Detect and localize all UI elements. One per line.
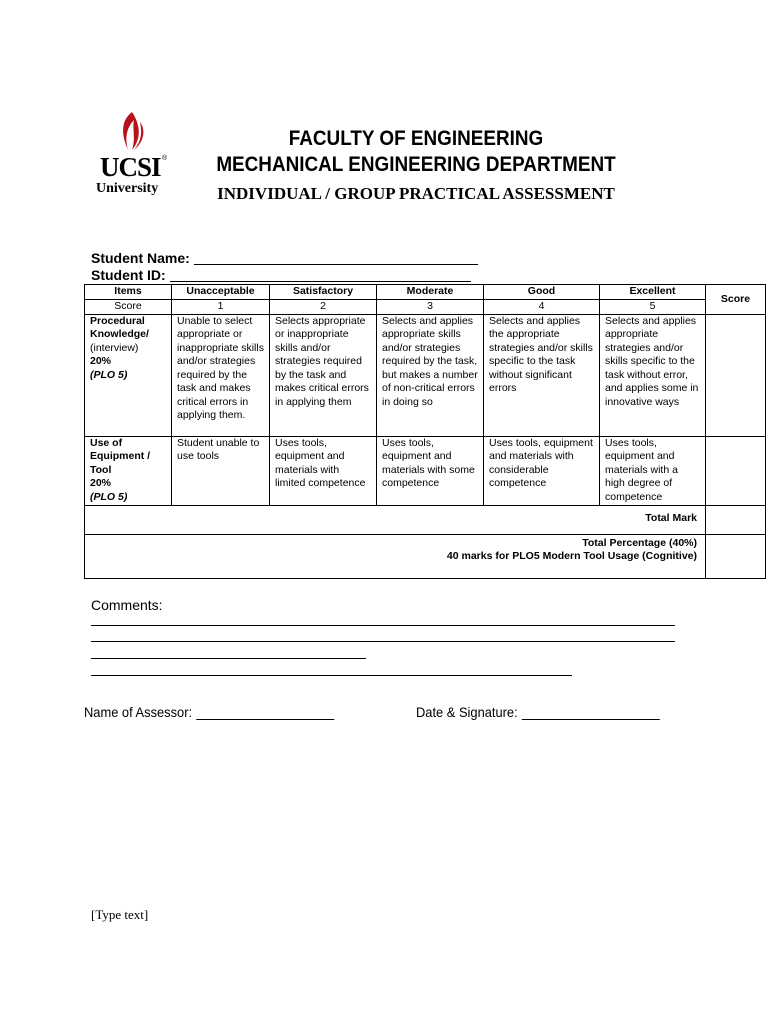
student-id-line[interactable]: [170, 269, 471, 282]
col-satisfactory: Satisfactory: [270, 285, 377, 300]
col-score: Score: [706, 285, 766, 315]
total-percentage-row: [85, 534, 766, 578]
level-moderate: Selects and applies appropriate skills and/or strategies required by the task, but makes a number of non-critical errors in doing so: [377, 314, 484, 436]
level-satisfactory: Uses tools, equipment and materials with limited competence: [270, 436, 377, 505]
total-mark-label: Total Mark: [85, 505, 706, 534]
level-moderate: Uses tools, equipment and materials with some competence: [377, 436, 484, 505]
score-1: 1: [172, 300, 270, 315]
ucsi-logo: [94, 110, 174, 200]
item-plo: (PLO 5): [90, 368, 128, 381]
level-unacceptable: Student unable to use tools: [172, 436, 270, 505]
score-3: 3: [377, 300, 484, 315]
item-weight: 20%: [90, 355, 112, 367]
comments-label: Comments:: [91, 597, 163, 613]
comment-line[interactable]: [91, 625, 675, 626]
logo-registered-mark: ®: [162, 155, 168, 162]
level-good: Selects and applies the appropriate strategies and/or skills specific to the task without significant errors: [484, 314, 600, 436]
col-moderate: Moderate: [377, 285, 484, 300]
score-2: 2: [270, 300, 377, 315]
level-excellent: Uses tools, equipment and materials with a high degree of competence: [600, 436, 706, 505]
item-sub: (interview): [90, 341, 139, 354]
comment-line[interactable]: [91, 658, 366, 659]
col-excellent: Excellent: [600, 285, 706, 300]
col-unacceptable: Unacceptable: [172, 285, 270, 300]
level-satisfactory: Selects appropriate or inappropriate skills and/or strategies required by the task and makes critical errors in applying them: [270, 314, 377, 436]
rubric-score-row: [85, 300, 766, 315]
level-unacceptable: Unable to select appropriate or inappropriate skills and/or strategies required by the task and makes critical errors in applying them.: [172, 314, 270, 436]
student-name-label: Student Name:: [91, 250, 190, 266]
level-excellent: Selects and applies appropriate strategies and/or skills specific to the task without error, and applies some in innovative ways: [600, 314, 706, 436]
student-id-label: Student ID:: [91, 267, 166, 283]
total-mark-row: [85, 505, 766, 534]
rubric-table: [84, 284, 766, 579]
score-row-label: Score: [85, 300, 172, 315]
date-signature-field[interactable]: [416, 704, 659, 720]
assessor-line[interactable]: [196, 707, 334, 720]
score-input-cell[interactable]: [706, 436, 766, 505]
date-signature-line[interactable]: [521, 707, 659, 720]
student-name-field[interactable]: [91, 251, 478, 265]
item-weight: 20%: [90, 477, 112, 489]
score-5: 5: [600, 300, 706, 315]
item-name: Use of Equipment / Tool: [90, 436, 151, 476]
rubric-row-equipment: [85, 436, 766, 505]
flame-icon: [112, 110, 152, 152]
level-good: Uses tools, equipment and materials with considerable competence: [484, 436, 600, 505]
total-mark-cell[interactable]: [706, 505, 766, 534]
total-percentage-label: Total Percentage (40%): [582, 536, 697, 549]
faculty-title: FACULTY OF ENGINEERING: [288, 127, 544, 150]
logo-wordmark: UCSI: [100, 152, 161, 182]
item-cell: [85, 436, 172, 505]
plo-note: 40 marks for PLO5 Modern Tool Usage (Cognitive): [446, 550, 697, 562]
score-input-cell[interactable]: [706, 314, 766, 436]
assessor-label: Name of Assessor:: [84, 704, 193, 720]
total-percentage-cell: [85, 534, 706, 578]
rubric-row-procedural: [85, 314, 766, 436]
col-good: Good: [484, 285, 600, 300]
item-name: Procedural Knowledge/: [90, 314, 149, 340]
comment-line[interactable]: [91, 675, 572, 676]
date-signature-label: Date & Signature:: [416, 704, 518, 720]
department-title: MECHANICAL ENGINEERING DEPARTMENT: [216, 153, 616, 176]
rubric-header-row: [85, 285, 766, 300]
student-id-field[interactable]: [91, 268, 471, 282]
score-4: 4: [484, 300, 600, 315]
comment-line[interactable]: [91, 641, 675, 642]
col-items: Items: [85, 285, 172, 300]
assessment-title: INDIVIDUAL / GROUP PRACTICAL ASSESSMENT: [217, 184, 615, 203]
item-plo: (PLO 5): [90, 490, 128, 503]
assessor-field[interactable]: [84, 704, 334, 720]
item-cell: [85, 314, 172, 436]
footer-placeholder: [Type text]: [91, 907, 149, 922]
student-name-line[interactable]: [194, 252, 478, 265]
total-percentage-value-cell[interactable]: [706, 534, 766, 578]
logo-subtitle: University: [96, 181, 159, 196]
